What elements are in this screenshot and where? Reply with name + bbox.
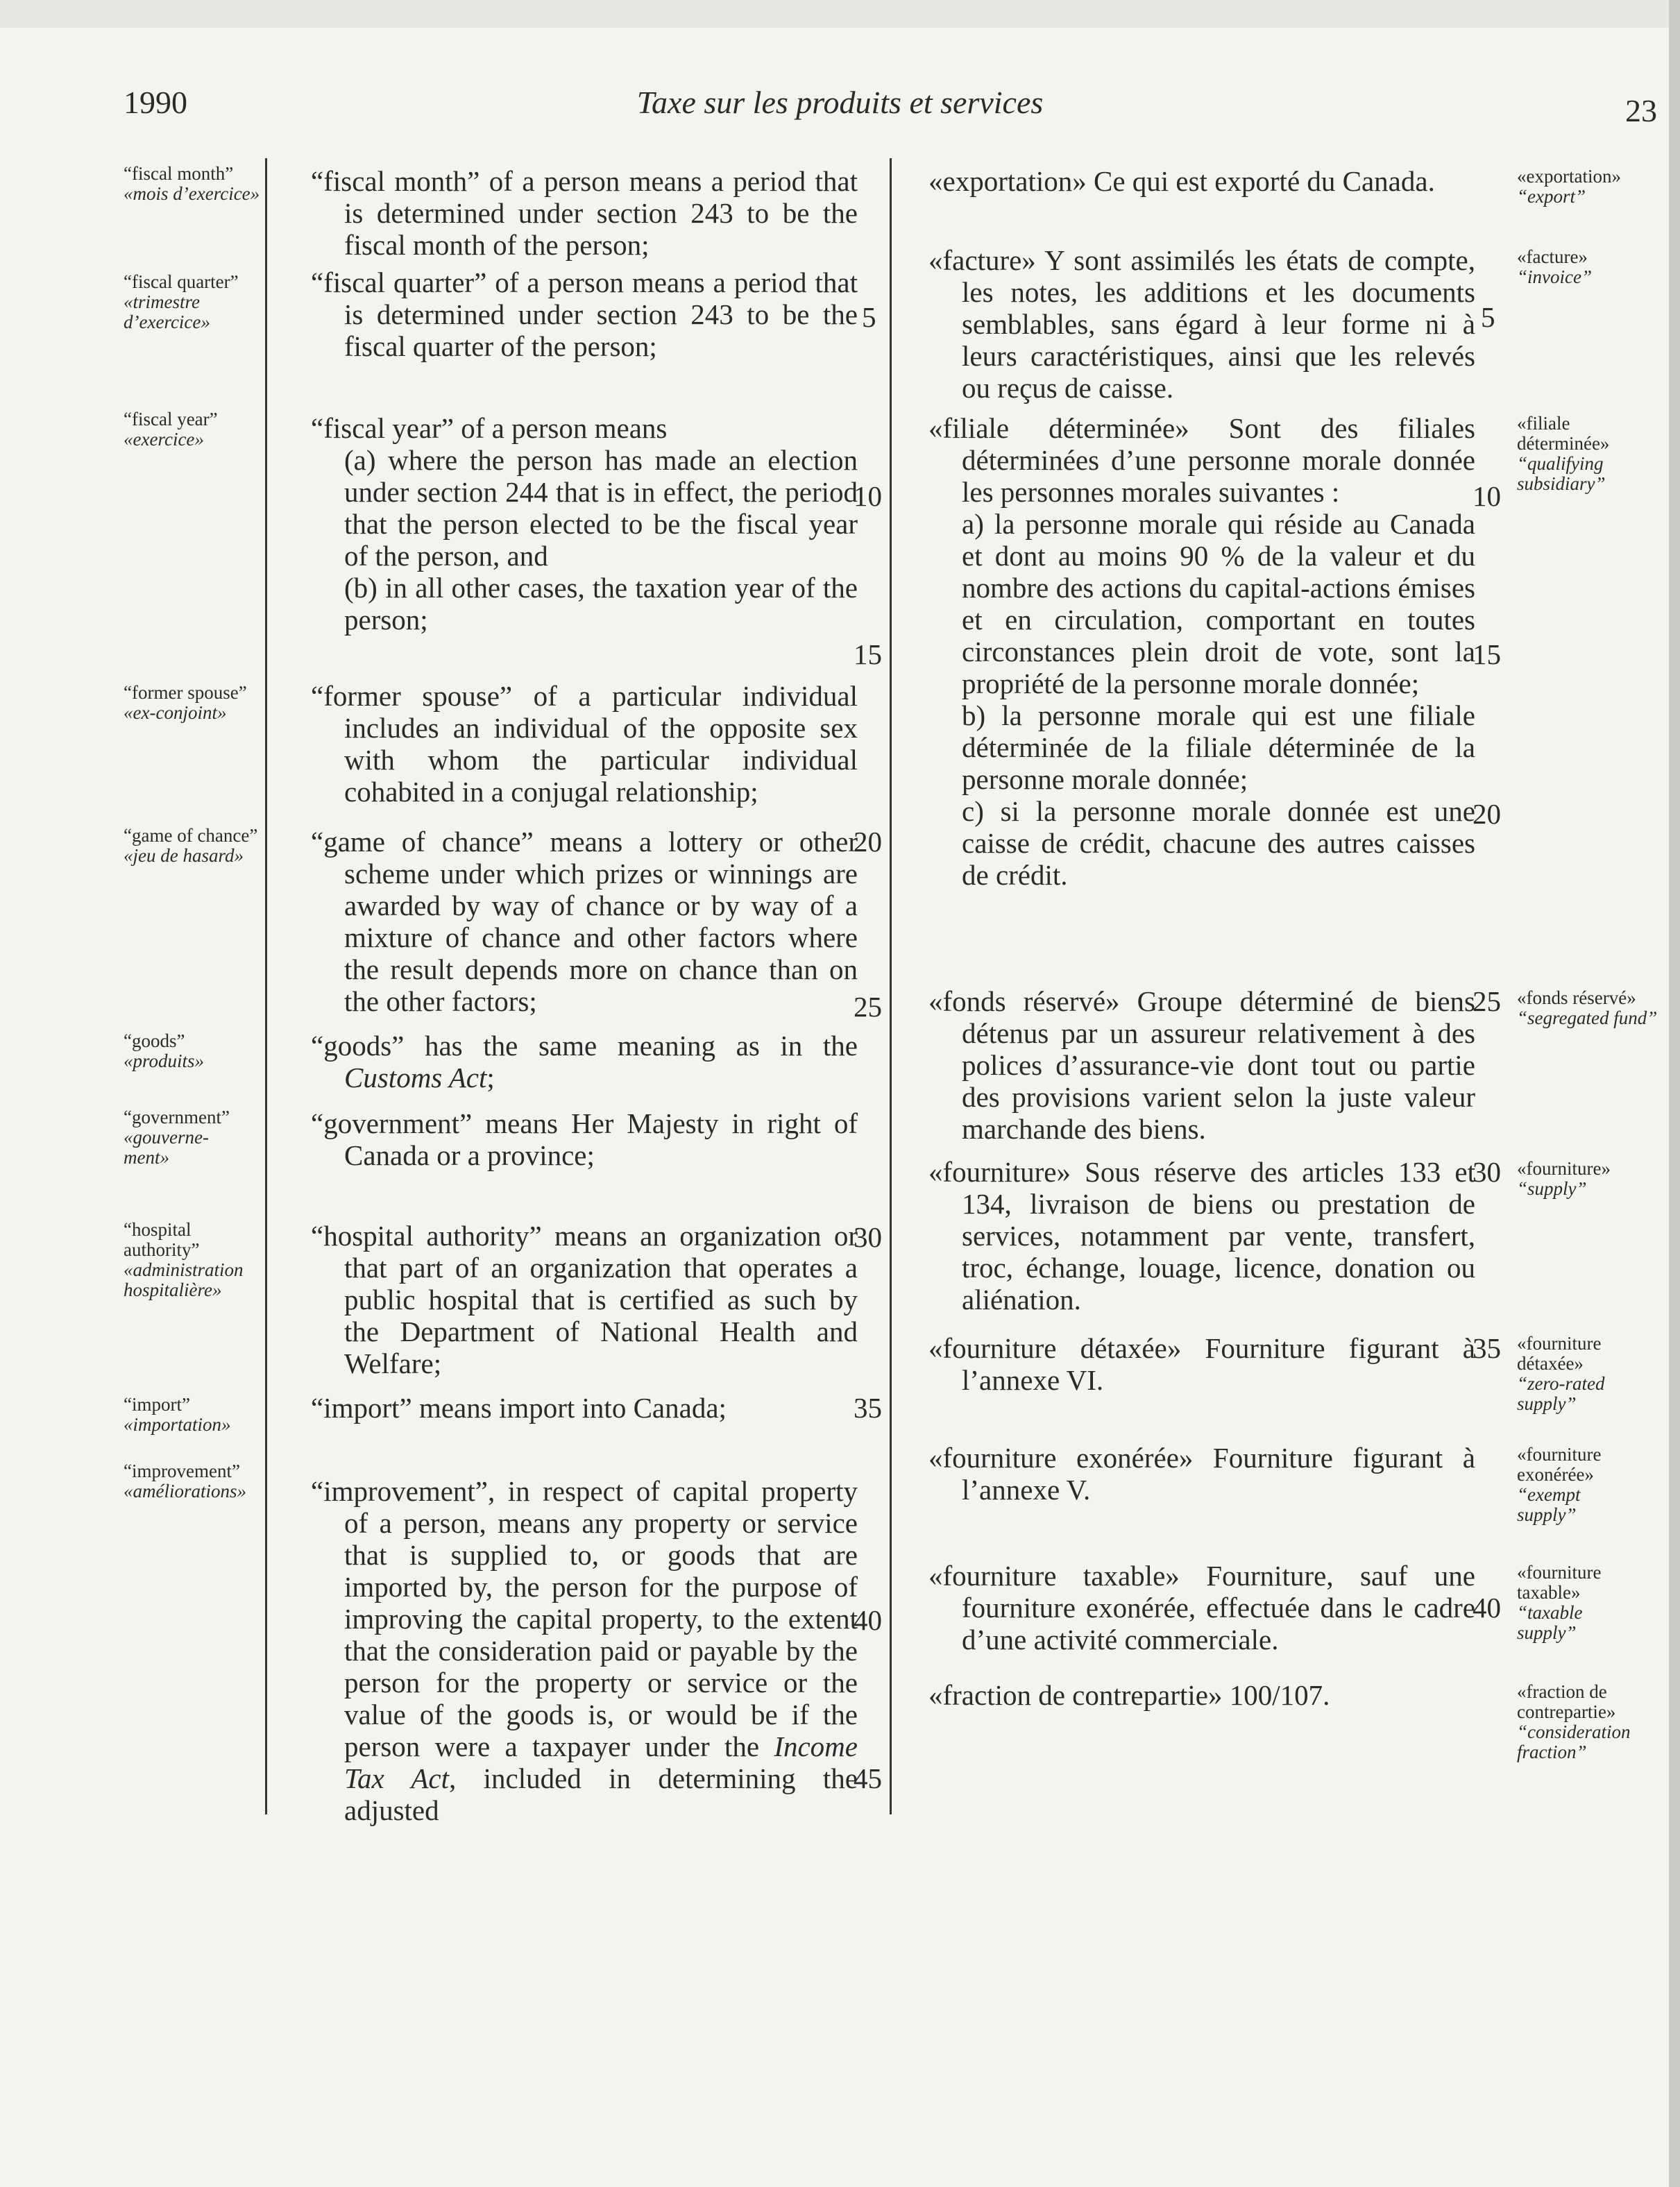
- fr-line-number-10: 10: [1473, 480, 1501, 512]
- margin-note-improvement: “improvement” «améliorations»: [124, 1461, 247, 1501]
- margin-note-facture: «facture» “invoice”: [1517, 246, 1592, 287]
- margin-note-hospital-authority: “hospital authority” «administration hospitalière»: [124, 1219, 244, 1300]
- definition-fonds-reserve: «fonds réservé» Groupe déterminé de biens détenus par un assureur relativement à des polices d’assurance-vie dont tout ou partie des provisions varient selon la juste valeur marchande des biens.: [928, 985, 1475, 1145]
- definition-goods: “goods” has the same meaning as in the Customs Act;: [311, 1030, 858, 1094]
- line-number-45: 45: [854, 1762, 882, 1794]
- margin-note-government: “government” «gouverne-ment»: [124, 1107, 230, 1168]
- margin-note-game-of-chance: “game of chance” «jeu de hasard»: [124, 825, 258, 866]
- definition-import: “import” means import into Canada;: [311, 1392, 727, 1424]
- definition-facture: «facture» Y sont assimilés les états de compte, les notes, les additions et les documents semblables, sans égard à leur forme ni à leurs caractéristiques, ainsi que les relevés ou reçus de caisse.: [928, 244, 1475, 404]
- definition-fourniture-taxable: «fourniture taxable» Fourniture, sauf une fourniture exonérée, effectuée dans le cadre d’une activité commerciale.: [928, 1560, 1475, 1656]
- page-number: 23: [1625, 93, 1657, 128]
- margin-note-fiscal-month: “fiscal month” «mois d’exercice»: [124, 163, 260, 204]
- line-number-30: 30: [854, 1221, 882, 1253]
- left-margin-rule: [265, 158, 267, 1814]
- definition-fiscal-month: “fiscal month” of a person means a period that is determined under section 243 to be the fiscal month of the person;: [311, 165, 858, 261]
- fr-line-number-25: 25: [1473, 985, 1501, 1017]
- margin-note-fourniture: «fourniture» “supply”: [1517, 1158, 1611, 1199]
- header-year: 1990: [124, 85, 187, 120]
- definition-fiscal-year: “fiscal year” of a person means (a) where the person has made an election under section 244 that is in effect, the period that the person elected to be the fiscal year of the person, and (b) in all other cases, the taxation year of the person;: [311, 412, 858, 636]
- margin-note-fraction-de-contrepartie: «fraction de contrepartie» “consideration fraction”: [1517, 1681, 1631, 1762]
- scan-top-edge: [0, 0, 1680, 28]
- header-title: Taxe sur les produits et services: [636, 85, 1044, 120]
- definition-former-spouse: “former spouse” of a particular individual includes an individual of the opposite sex with whom the particular individual cohabited in a conjugal relationship;: [311, 680, 858, 808]
- margin-note-goods: “goods” «produits»: [124, 1030, 205, 1071]
- line-number-25: 25: [854, 991, 882, 1023]
- line-number-5: 5: [862, 301, 876, 333]
- scan-right-edge: [1669, 0, 1680, 2187]
- margin-note-fourniture-exoneree: «fourniture exonérée» “exempt supply”: [1517, 1444, 1602, 1525]
- definition-hospital-authority: “hospital authority” means an organization or that part of an organization that operates a public hospital that is certified as such by the Department of National Health and Welfare;: [311, 1220, 858, 1379]
- fr-line-number-15: 15: [1473, 638, 1501, 670]
- fr-line-number-40: 40: [1473, 1592, 1501, 1624]
- margin-note-fiscal-quarter: “fiscal quarter” «trimestre d’exercice»: [124, 271, 239, 332]
- center-rule: [890, 158, 892, 1814]
- line-number-10: 10: [854, 480, 882, 512]
- margin-note-fourniture-detaxee: «fourniture détaxée» “zero-rated supply”: [1517, 1333, 1605, 1414]
- fr-line-number-5: 5: [1481, 301, 1495, 333]
- definition-fiscal-quarter: “fiscal quarter” of a person means a period that is determined under section 243 to be the fiscal quarter of the person;: [311, 266, 858, 362]
- definition-government: “government” means Her Majesty in right of Canada or a province;: [311, 1107, 858, 1171]
- definition-filiale-determinee: «filiale déterminée» Sont des filiales déterminées d’une personne morale donnée les personnes morales suivantes : a) la personne morale qui réside au Canada et dont au moins 90 % de la valeur et du nombre des actions du capital-actions émises et en circulation, comportant en toutes circonstances plein droit de vote, sont la propriété de la personne morale donnée; b) la personne morale qui est une filiale déterminée de la filiale déterminée de la personne morale donnée; c) si la personne morale donnée est une caisse de crédit, chacune des autres caisses de crédit.: [928, 412, 1475, 891]
- definition-improvement: “improvement”, in respect of capital property of a person, means any property or service that is supplied to, or goods that are imported by, the person for the purpose of improving the capital property, to the extent that the consideration paid or payable by the person for the property or service or the value of the goods is, or would be if the person were a taxpayer under the Income Tax Act, included in determining the adjusted: [311, 1475, 858, 1826]
- fr-line-number-30: 30: [1473, 1156, 1501, 1188]
- definition-fourniture: «fourniture» Sous réserve des articles 133 et 134, livraison de biens ou prestation de services, notamment par vente, transfert, troc, échange, louage, licence, donation ou aliénation.: [928, 1156, 1475, 1316]
- margin-note-former-spouse: “former spouse” «ex-conjoint»: [124, 682, 247, 723]
- margin-note-filiale-determinee: «filiale déterminée» “qualifying subsidiary”: [1517, 413, 1610, 494]
- fr-line-number-20: 20: [1473, 798, 1501, 830]
- margin-note-fiscal-year: “fiscal year” «exercice»: [124, 409, 218, 450]
- margin-note-import: “import” «importation»: [124, 1394, 231, 1435]
- definition-exportation: «exportation» Ce qui est exporté du Canada.: [928, 165, 1435, 197]
- definition-fraction-de-contrepartie: «fraction de contrepartie» 100/107.: [928, 1679, 1330, 1711]
- fr-line-number-35: 35: [1473, 1332, 1501, 1364]
- line-number-35: 35: [854, 1392, 882, 1424]
- margin-note-exportation: «exportation» “export”: [1517, 166, 1621, 207]
- margin-note-fonds-reserve: «fonds réservé» “segregated fund”: [1517, 987, 1658, 1028]
- definition-game-of-chance: “game of chance” means a lottery or other scheme under which prizes or winnings are awarded by way of chance or by way of a mixture of chance and other factors where the result depends more on chance than on the other factors;: [311, 826, 858, 1017]
- margin-note-fourniture-taxable: «fourniture taxable» “taxable supply”: [1517, 1562, 1602, 1643]
- line-number-15: 15: [854, 638, 882, 670]
- definition-fourniture-exoneree: «fourniture exonérée» Fourniture figurant à l’annexe V.: [928, 1442, 1475, 1506]
- line-number-40: 40: [854, 1604, 882, 1636]
- line-number-20: 20: [854, 826, 882, 858]
- definition-fourniture-detaxee: «fourniture détaxée» Fourniture figurant à l’annexe VI.: [928, 1332, 1475, 1396]
